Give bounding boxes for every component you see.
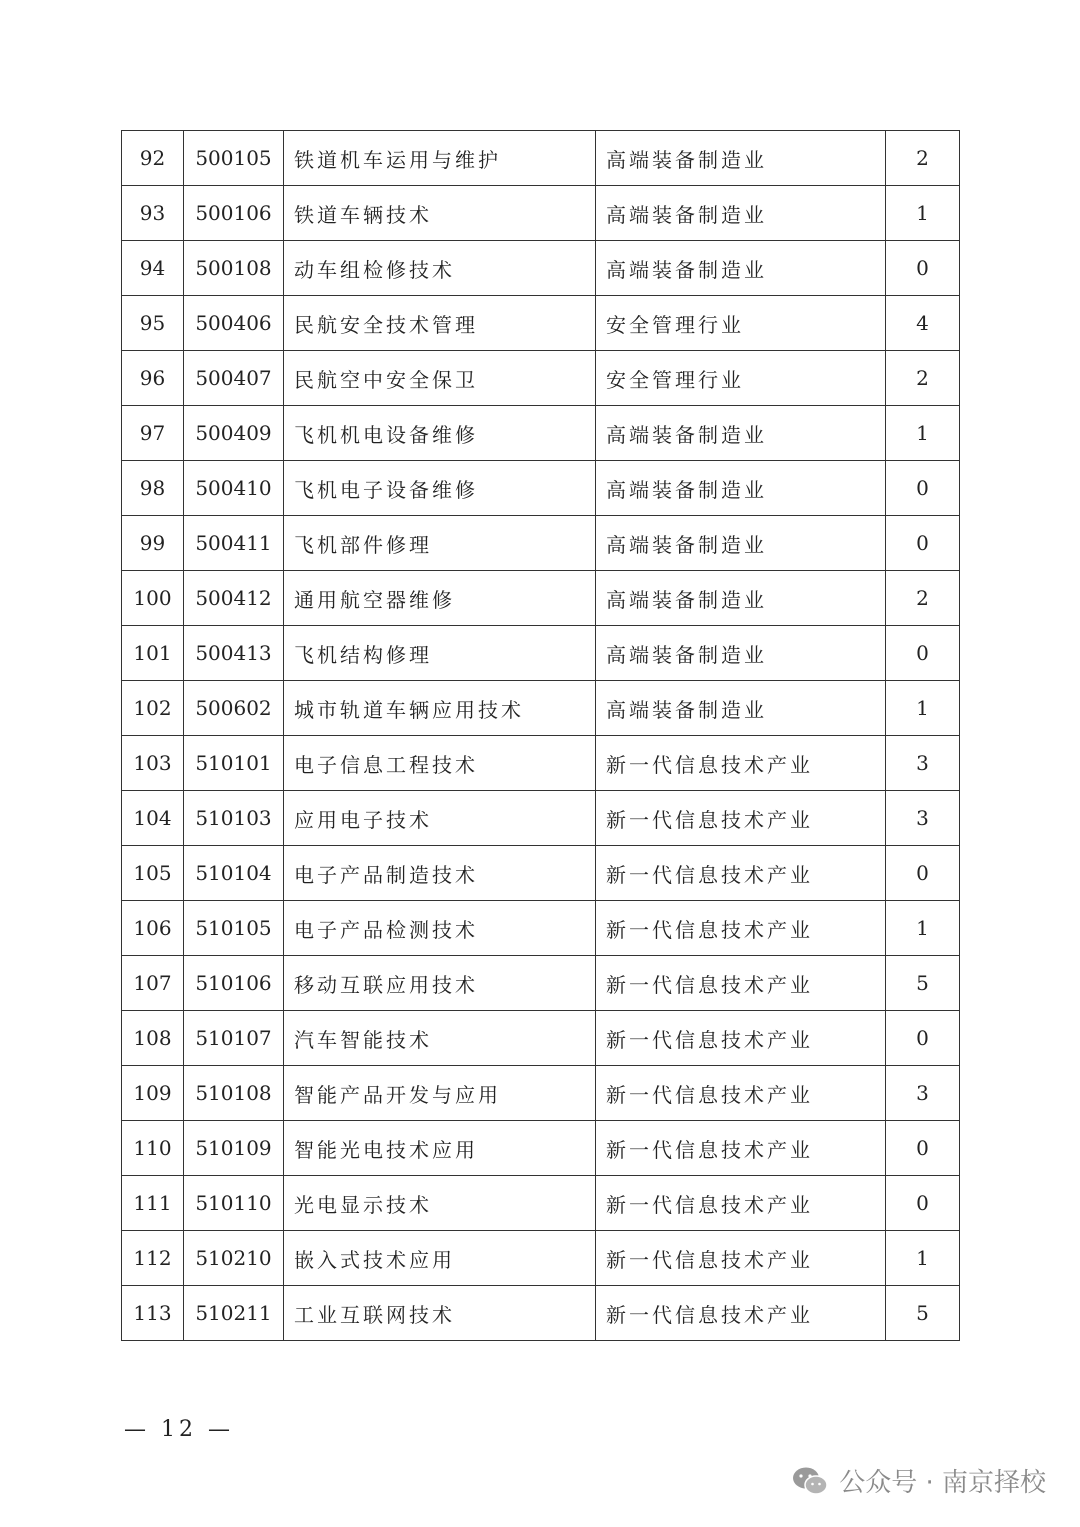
count-cell: 0 xyxy=(886,1176,960,1231)
industry-cell: 新一代信息技术产业 xyxy=(596,1011,886,1066)
major-code-cell: 510103 xyxy=(184,791,284,846)
wechat-icon xyxy=(791,1466,829,1496)
table-row xyxy=(122,1011,960,1066)
row-index-cell: 113 xyxy=(122,1286,184,1341)
row-index-cell: 108 xyxy=(122,1011,184,1066)
row-index-cell: 104 xyxy=(122,791,184,846)
major-code-cell: 500602 xyxy=(184,681,284,736)
watermark xyxy=(791,1462,1046,1499)
major-code-cell: 500105 xyxy=(184,131,284,186)
major-code-cell: 500410 xyxy=(184,461,284,516)
major-name-cell: 工业互联网技术 xyxy=(284,1286,596,1341)
table-row xyxy=(122,1286,960,1341)
major-code-cell: 500409 xyxy=(184,406,284,461)
row-index-cell: 101 xyxy=(122,626,184,681)
row-index-cell: 106 xyxy=(122,901,184,956)
major-code-cell: 500106 xyxy=(184,186,284,241)
count-cell: 0 xyxy=(886,241,960,296)
major-name-cell: 民航安全技术管理 xyxy=(284,296,596,351)
row-index-cell: 102 xyxy=(122,681,184,736)
table-row xyxy=(122,406,960,461)
table-row xyxy=(122,516,960,571)
major-code-cell: 500406 xyxy=(184,296,284,351)
major-code-cell: 500411 xyxy=(184,516,284,571)
row-index-cell: 109 xyxy=(122,1066,184,1121)
industry-cell: 高端装备制造业 xyxy=(596,186,886,241)
industry-cell: 高端装备制造业 xyxy=(596,241,886,296)
major-code-cell: 510106 xyxy=(184,956,284,1011)
major-code-cell: 510104 xyxy=(184,846,284,901)
count-cell: 1 xyxy=(886,186,960,241)
row-index-cell: 103 xyxy=(122,736,184,791)
industry-cell: 高端装备制造业 xyxy=(596,461,886,516)
majors-table xyxy=(121,130,960,1341)
industry-cell: 新一代信息技术产业 xyxy=(596,1176,886,1231)
count-cell: 1 xyxy=(886,901,960,956)
row-index-cell: 105 xyxy=(122,846,184,901)
major-name-cell: 铁道机车运用与维护 xyxy=(284,131,596,186)
industry-cell: 新一代信息技术产业 xyxy=(596,846,886,901)
count-cell: 2 xyxy=(886,351,960,406)
count-cell: 5 xyxy=(886,1286,960,1341)
industry-cell: 高端装备制造业 xyxy=(596,626,886,681)
row-index-cell: 92 xyxy=(122,131,184,186)
table-row xyxy=(122,681,960,736)
count-cell: 1 xyxy=(886,406,960,461)
row-index-cell: 111 xyxy=(122,1176,184,1231)
major-name-cell: 智能产品开发与应用 xyxy=(284,1066,596,1121)
table-row xyxy=(122,956,960,1011)
table-row xyxy=(122,461,960,516)
count-cell: 3 xyxy=(886,736,960,791)
industry-cell: 新一代信息技术产业 xyxy=(596,1121,886,1176)
count-cell: 3 xyxy=(886,1066,960,1121)
major-code-cell: 510108 xyxy=(184,1066,284,1121)
count-cell: 5 xyxy=(886,956,960,1011)
table-row xyxy=(122,846,960,901)
count-cell: 2 xyxy=(886,131,960,186)
major-name-cell: 铁道车辆技术 xyxy=(284,186,596,241)
count-cell: 0 xyxy=(886,846,960,901)
table-row xyxy=(122,131,960,186)
industry-cell: 新一代信息技术产业 xyxy=(596,1286,886,1341)
row-index-cell: 98 xyxy=(122,461,184,516)
table-row xyxy=(122,1121,960,1176)
table-row xyxy=(122,901,960,956)
count-cell: 1 xyxy=(886,1231,960,1286)
page-number: — 12 — xyxy=(124,1417,234,1442)
major-name-cell: 民航空中安全保卫 xyxy=(284,351,596,406)
row-index-cell: 107 xyxy=(122,956,184,1011)
majors-table-body xyxy=(122,131,960,1341)
major-code-cell: 510210 xyxy=(184,1231,284,1286)
table-row xyxy=(122,791,960,846)
major-name-cell: 电子产品检测技术 xyxy=(284,901,596,956)
industry-cell: 高端装备制造业 xyxy=(596,131,886,186)
table-row xyxy=(122,571,960,626)
table-row xyxy=(122,186,960,241)
major-name-cell: 电子产品制造技术 xyxy=(284,846,596,901)
count-cell: 0 xyxy=(886,461,960,516)
major-code-cell: 500108 xyxy=(184,241,284,296)
major-name-cell: 飞机结构修理 xyxy=(284,626,596,681)
count-cell: 0 xyxy=(886,1121,960,1176)
major-name-cell: 嵌入式技术应用 xyxy=(284,1231,596,1286)
count-cell: 4 xyxy=(886,296,960,351)
count-cell: 0 xyxy=(886,626,960,681)
industry-cell: 高端装备制造业 xyxy=(596,516,886,571)
major-code-cell: 500413 xyxy=(184,626,284,681)
industry-cell: 高端装备制造业 xyxy=(596,681,886,736)
major-code-cell: 510107 xyxy=(184,1011,284,1066)
major-name-cell: 移动互联应用技术 xyxy=(284,956,596,1011)
major-code-cell: 510105 xyxy=(184,901,284,956)
industry-cell: 安全管理行业 xyxy=(596,351,886,406)
industry-cell: 新一代信息技术产业 xyxy=(596,1231,886,1286)
watermark-text: 公众号 · 南京择校 xyxy=(839,1468,1046,1498)
table-row xyxy=(122,1231,960,1286)
row-index-cell: 93 xyxy=(122,186,184,241)
major-name-cell: 飞机电子设备维修 xyxy=(284,461,596,516)
row-index-cell: 100 xyxy=(122,571,184,626)
major-code-cell: 510109 xyxy=(184,1121,284,1176)
major-name-cell: 通用航空器维修 xyxy=(284,571,596,626)
row-index-cell: 94 xyxy=(122,241,184,296)
count-cell: 0 xyxy=(886,1011,960,1066)
major-code-cell: 500407 xyxy=(184,351,284,406)
industry-cell: 新一代信息技术产业 xyxy=(596,736,886,791)
major-code-cell: 510110 xyxy=(184,1176,284,1231)
major-code-cell: 510211 xyxy=(184,1286,284,1341)
major-code-cell: 500412 xyxy=(184,571,284,626)
major-name-cell: 动车组检修技术 xyxy=(284,241,596,296)
row-index-cell: 97 xyxy=(122,406,184,461)
industry-cell: 新一代信息技术产业 xyxy=(596,791,886,846)
row-index-cell: 99 xyxy=(122,516,184,571)
table-row xyxy=(122,1176,960,1231)
table-row xyxy=(122,626,960,681)
major-name-cell: 智能光电技术应用 xyxy=(284,1121,596,1176)
major-name-cell: 电子信息工程技术 xyxy=(284,736,596,791)
industry-cell: 安全管理行业 xyxy=(596,296,886,351)
industry-cell: 新一代信息技术产业 xyxy=(596,1066,886,1121)
table-row xyxy=(122,241,960,296)
industry-cell: 高端装备制造业 xyxy=(596,406,886,461)
count-cell: 2 xyxy=(886,571,960,626)
industry-cell: 新一代信息技术产业 xyxy=(596,956,886,1011)
major-name-cell: 应用电子技术 xyxy=(284,791,596,846)
count-cell: 3 xyxy=(886,791,960,846)
table-row xyxy=(122,1066,960,1121)
industry-cell: 高端装备制造业 xyxy=(596,571,886,626)
major-name-cell: 光电显示技术 xyxy=(284,1176,596,1231)
row-index-cell: 95 xyxy=(122,296,184,351)
count-cell: 1 xyxy=(886,681,960,736)
table-row xyxy=(122,351,960,406)
table-row xyxy=(122,296,960,351)
major-code-cell: 510101 xyxy=(184,736,284,791)
row-index-cell: 110 xyxy=(122,1121,184,1176)
major-name-cell: 飞机部件修理 xyxy=(284,516,596,571)
count-cell: 0 xyxy=(886,516,960,571)
table-row xyxy=(122,736,960,791)
major-name-cell: 汽车智能技术 xyxy=(284,1011,596,1066)
major-name-cell: 城市轨道车辆应用技术 xyxy=(284,681,596,736)
industry-cell: 新一代信息技术产业 xyxy=(596,901,886,956)
row-index-cell: 112 xyxy=(122,1231,184,1286)
row-index-cell: 96 xyxy=(122,351,184,406)
major-name-cell: 飞机机电设备维修 xyxy=(284,406,596,461)
